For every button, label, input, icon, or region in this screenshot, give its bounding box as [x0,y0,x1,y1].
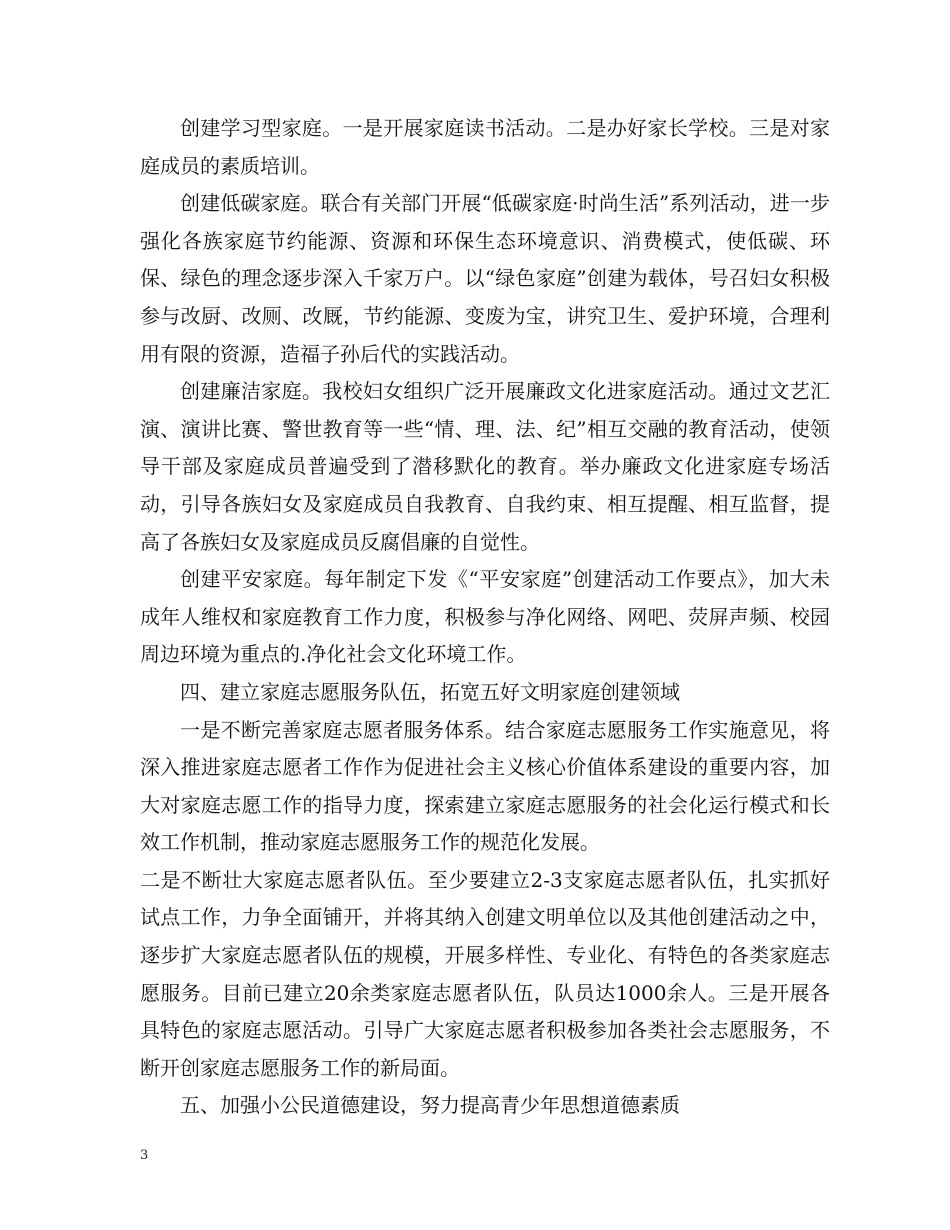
document-body [140,110,830,1125]
section-heading-volunteer: 四、建立家庭志愿服务队伍，拓宽五好文明家庭创建领域 [180,679,680,704]
paragraph-safe-family: 创建平安家庭。每年制定下发《“平安家庭”创建活动工作要点》，加大未成年人维权和家庭教育工作力度，积极参与净化网络、网吧、荧屏声频、校园周边环境为重点的.净化社会文化环境工作。 [140,567,830,667]
section-heading-moral: 五、加强小公民道德建设，努力提高青少年思想道德素质 [180,1093,680,1118]
paragraph-volunteer-system: 一是不断完善家庭志愿者服务体系。结合家庭志愿服务工作实施意见，将深入推进家庭志愿者工作作为促进社会主义核心价值体系建设的重要内容，加大对家庭志愿工作的指导力度，探索建立家庭志愿服务的社会化运行模式和长效工作机制，推动家庭志愿服务工作的规范化发展。 [140,717,830,855]
page-number: 3 [140,1148,149,1163]
paragraph-volunteer-team: 二是不断壮大家庭志愿者队伍。至少要建立2-3支家庭志愿者队伍，扎实抓好试点工作，力争全面铺开，并将其纳入创建文明单位以及其他创建活动之中，逐步扩大家庭志愿者队伍的规模，开展多样性、专业化、有特色的各类家庭志愿服务。目前已建立20余类家庭志愿者队伍，队员达1000余人。三是开展各具特色的家庭志愿活动。引导广大家庭志愿者积极参加各类社会志愿服务，不断开创家庭志愿服务工作的新局面。 [140,867,830,1080]
paragraph-clean-family: 创建廉洁家庭。我校妇女组织广泛开展廉政文化进家庭活动。通过文艺汇演、演讲比赛、警世教育等一些“情、理、法、纪”相互交融的教育活动，使领导干部及家庭成员普遍受到了潜移默化的教育。举办廉政文化进家庭专场活动，引导各族妇女及家庭成员自我教育、自我约束、相互提醒、相互监督，提高了各族妇女及家庭成员反腐倡廉的自觉性。 [140,379,830,554]
paragraph-low-carbon-family: 创建低碳家庭。联合有关部门开展“低碳家庭·时尚生活”系列活动，进一步强化各族家庭节约能源、资源和环保生态环境意识、消费模式，使低碳、环保、绿色的理念逐步深入千家万户。以“绿色家庭”创建为载体，号召妇女积极参与改厨、改厕、改厩，节约能源、变废为宝，讲究卫生、爱护环境，合理利用有限的资源，造福子孙后代的实践活动。 [140,191,830,366]
paragraph-learning-family: 创建学习型家庭。一是开展家庭读书活动。二是办好家长学校。三是对家庭成员的素质培训。 [140,116,830,178]
